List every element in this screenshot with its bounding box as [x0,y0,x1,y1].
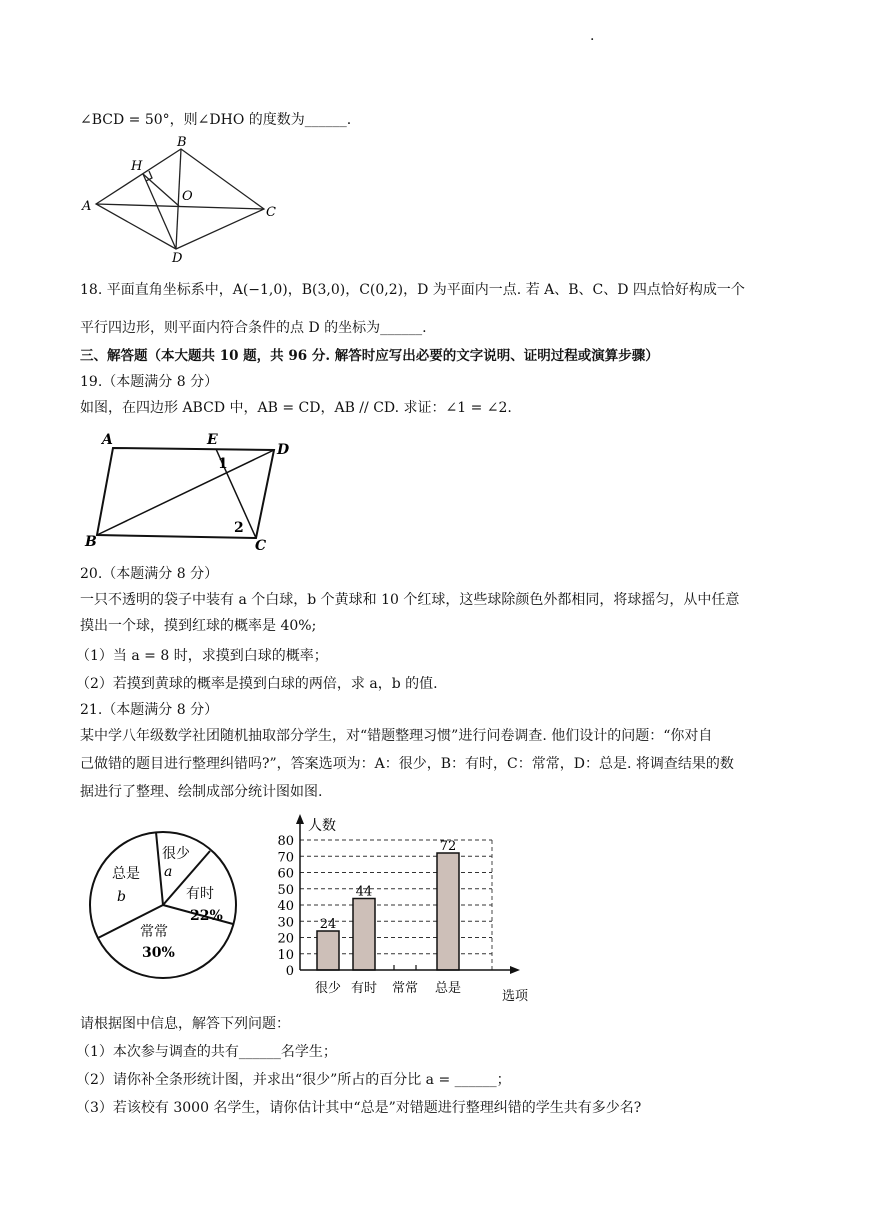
q20-part2: （2）若摸到黄球的概率是摸到白球的两倍，求 a，b 的值. [76,676,438,692]
segment-ho [143,174,179,206]
header-dot: · [590,32,595,48]
y-tick-label: 50 [277,882,294,898]
angle-2-label: 2 [234,520,244,536]
label-b: B [85,534,97,550]
label-d: D [172,251,183,264]
q20-line1: 一只不透明的袋子中装有 a 个白球，b 个黄球和 10 个红球，这些球除颜色外都相同，将球摇匀，从中任意 [80,592,740,608]
y-axis-arrow-icon [296,814,304,824]
q18-line1: 18. 平面直角坐标系中，A(−1,0)，B(3,0)，C(0,2)，D 为平面内一点. 若 A、B、C、D 四点恰好构成一个 [80,282,745,298]
q20-head: 20.（本题满分 8 分） [80,566,219,582]
segment-dh [143,174,176,249]
pie-value-很少: a [164,864,173,880]
pie-chart [84,826,244,986]
x-axis-label: 选项 [502,989,529,1004]
q18-line2: 平行四边形，则平面内符合条件的点 D 的坐标为______. [80,320,427,336]
category-label-很少: 很少 [314,981,342,996]
bar-value-label: 24 [319,917,337,932]
label-a: A [102,432,113,448]
pie-value-总是: b [117,889,126,905]
y-tick-label: 0 [285,964,294,979]
label-c: C [255,538,267,554]
y-tick-label: 10 [277,947,294,963]
label-o: O [182,189,193,204]
pie-label-常常: 常常 [140,924,168,940]
pie-label-很少: 很少 [162,846,190,862]
q21-part1: （1）本次参与调查的共有______名学生； [76,1044,337,1060]
pie-divider-top [156,832,163,905]
figure-quadrilateral [80,428,300,558]
q21-ask: 请根据图中信息，解答下列问题： [80,1016,290,1032]
y-axis-label: 人数 [308,818,336,834]
q19-body: 如图，在四边形 ABCD 中，AB = CD，AB // CD. 求证：∠1 = ∠2. [80,400,512,416]
bar-value-label: 44 [355,884,373,900]
q19-head: 19.（本题满分 8 分） [80,374,219,390]
q17-text: ∠BCD = 50°，则∠DHO 的度数为______. [80,112,352,128]
label-d: D [277,442,290,458]
pie-label-总是: 总是 [112,866,140,882]
bar-chart [270,812,540,1008]
diagonal-bd [97,450,274,535]
bar-有时 [353,899,375,971]
y-tick-label: 30 [277,915,294,931]
diagonal-bd [176,149,181,249]
section-title: 三、解答题（本大题共 10 题，共 96 分. 解答时应写出必要的文字说明、证明过程或演算步骤） [80,348,659,364]
label-c: C [266,205,276,220]
q21-part2: （2）请你补全条形统计图，并求出“很少”所占的百分比 a = ______； [76,1072,511,1088]
pie-value-常常: 30% [142,945,175,961]
category-label-有时: 有时 [350,981,378,996]
y-tick-label: 20 [277,931,294,947]
q21-line2: 己做错的题目进行整理纠错吗?”，答案选项为：A：很少，B：有时，C：常常，D：总是. 将调查结果的数 [80,756,734,772]
y-tick-label: 40 [277,899,294,914]
label-h: H [131,159,143,174]
q21-line1: 某中学八年级数学社团随机抽取部分学生，对“错题整理习惯”进行问卷调查. 他们设计的问题：“你对自 [80,728,713,744]
category-label-总是: 总是 [434,981,462,996]
category-label-常常: 常常 [391,981,419,996]
diagonal-ac [96,204,264,209]
bar-value-label: 72 [439,839,457,854]
y-tick-label: 60 [277,866,294,882]
label-e: E [207,432,218,448]
right-angle-mark [146,171,152,181]
q20-line2: 摸出一个球，摸到红球的概率是 40%; [80,618,317,634]
bar-总是 [437,853,459,970]
bar-很少 [317,931,339,970]
q21-line3: 据进行了整理、绘制成部分统计图如图. [80,784,323,800]
angle-1-label: 1 [218,456,228,472]
q21-head: 21.（本题满分 8 分） [80,702,219,718]
label-a: A [82,199,92,214]
pie-value-有时: 22% [190,908,223,924]
q21-part3: （3）若该校有 3000 名学生，请你估计其中“总是”对错题进行整理纠错的学生共有多少名? [76,1100,642,1116]
figure-rhombus [76,134,286,264]
x-axis-arrow-icon [510,966,520,974]
y-tick-label: 80 [277,834,294,849]
label-b: B [177,135,187,150]
y-tick-label: 70 [277,850,294,866]
pie-label-有时: 有时 [186,886,214,902]
q20-part1: （1）当 a = 8 时，求摸到白球的概率； [76,648,328,664]
